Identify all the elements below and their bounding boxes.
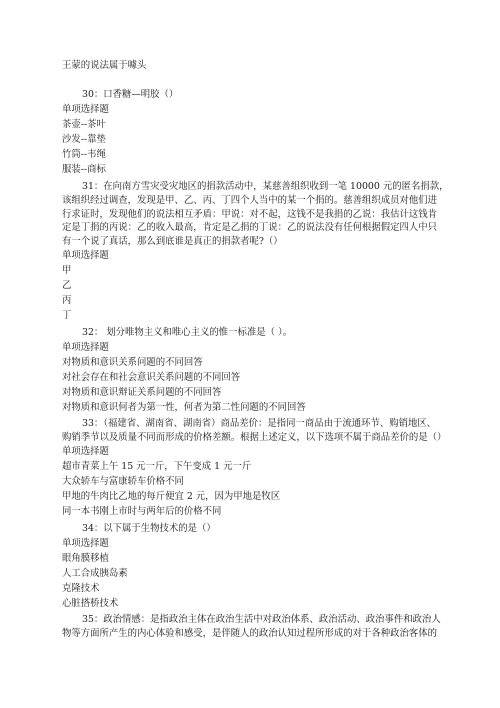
question-33-type: 单项选择题 — [62, 446, 109, 457]
question-32-type: 单项选择题 — [62, 342, 109, 353]
question-33-option-b: 大众轿车与富康轿车价格不同 — [62, 476, 184, 487]
question-33-stem-line-1: 33：（福建省、湖南省、湖南省）商品差价：是指同一商品由于流通环节、购销地区、 — [82, 418, 437, 429]
question-34-type: 单项选择题 — [62, 538, 109, 549]
question-31-stem-line-1: 31：在向南方雪灾受灾地区的捐款活动中，某慈善组织收到一笔 10000 元的匿名捐款， — [82, 181, 449, 192]
question-34-option-c: 克隆技术 — [62, 583, 100, 594]
question-34-stem: 34：以下属于生物技术的是（） — [82, 523, 216, 534]
intro-line: 王蒙的说法属于噱头 — [62, 60, 147, 71]
question-33-option-c: 甲地的牛肉比乙地的每斤便宜 2 元，因为甲地是牧区 — [62, 491, 281, 502]
question-32-option-d: 对物质和意识何者为第一性，何者为第二性问题的不同回答 — [62, 402, 306, 413]
question-32-option-c: 对物质和意识辩证关系问题的不同回答 — [62, 387, 222, 398]
question-34-option-d: 心脏搭桥技术 — [62, 598, 119, 609]
question-30-option-b: 沙发--靠垫 — [62, 134, 106, 145]
question-31-option-a: 甲 — [62, 265, 72, 276]
question-32-option-b: 对社会存在和社会意识关系问题的不同回答 — [62, 372, 241, 383]
question-32-option-a: 对物质和意识关系问题的不同回答 — [62, 357, 203, 368]
question-35-stem-line-1: 35：政治情感：是指政治主体在政治生活中对政治体系、政治活动、政治事件和政治人 — [82, 614, 441, 625]
question-32-stem: 32： 划分唯物主义和唯心主义的惟一标准是（ ）。 — [82, 327, 293, 338]
question-33-option-d: 同一本书刚上市时与两年后的价格不同 — [62, 506, 222, 517]
question-35-stem-line-2: 物等方面所产生的内心体验和感受，是伴随人的政治认知过程所形成的对于各种政治客体的 — [62, 628, 438, 639]
question-30-option-d: 服装--商标 — [62, 164, 106, 175]
question-34-option-b: 人工合成胰岛素 — [62, 568, 128, 579]
question-31-option-c: 丙 — [62, 295, 72, 306]
question-31-option-b: 乙 — [62, 280, 72, 291]
question-30-option-a: 茶壶--茶叶 — [62, 119, 106, 130]
question-33-stem-line-2: 购销季节以及质量不同而形成的价格差额。根据上述定义，以下选项不属于商品差价的是（） — [62, 432, 447, 443]
question-30-option-c: 竹筒--韦绳 — [62, 149, 106, 160]
question-31-stem-line-3: 行求证时，发现他们的说法相互矛盾：甲说：对不起，这钱不是我捐的乙说：我估计这钱肯 — [62, 209, 438, 220]
question-31-type: 单项选择题 — [62, 250, 109, 261]
question-34-option-a: 眼角膜移植 — [62, 553, 109, 564]
question-31-stem-line-2: 该组织经过调查，发现是甲、乙、丙、丁四个人当中的某一个捐的。慈善组织成员对他们进 — [62, 195, 438, 206]
question-30-stem: 30：口香糖—明胶（） — [82, 89, 179, 100]
question-31-stem-line-5: 有一个说了真话，那么到底谁是真正的捐款者呢?（） — [62, 236, 283, 247]
question-33-option-a: 超市青菜上午 15 元一斤，下午变成 1 元一斤 — [62, 461, 252, 472]
question-31-stem-line-4: 定是丁捐的丙说：乙的收入最高，肯定是乙捐的丁说：乙的说法没有任何根据假定四人中只 — [62, 222, 438, 233]
question-31-option-d: 丁 — [62, 310, 72, 321]
question-30-type: 单项选择题 — [62, 104, 109, 115]
